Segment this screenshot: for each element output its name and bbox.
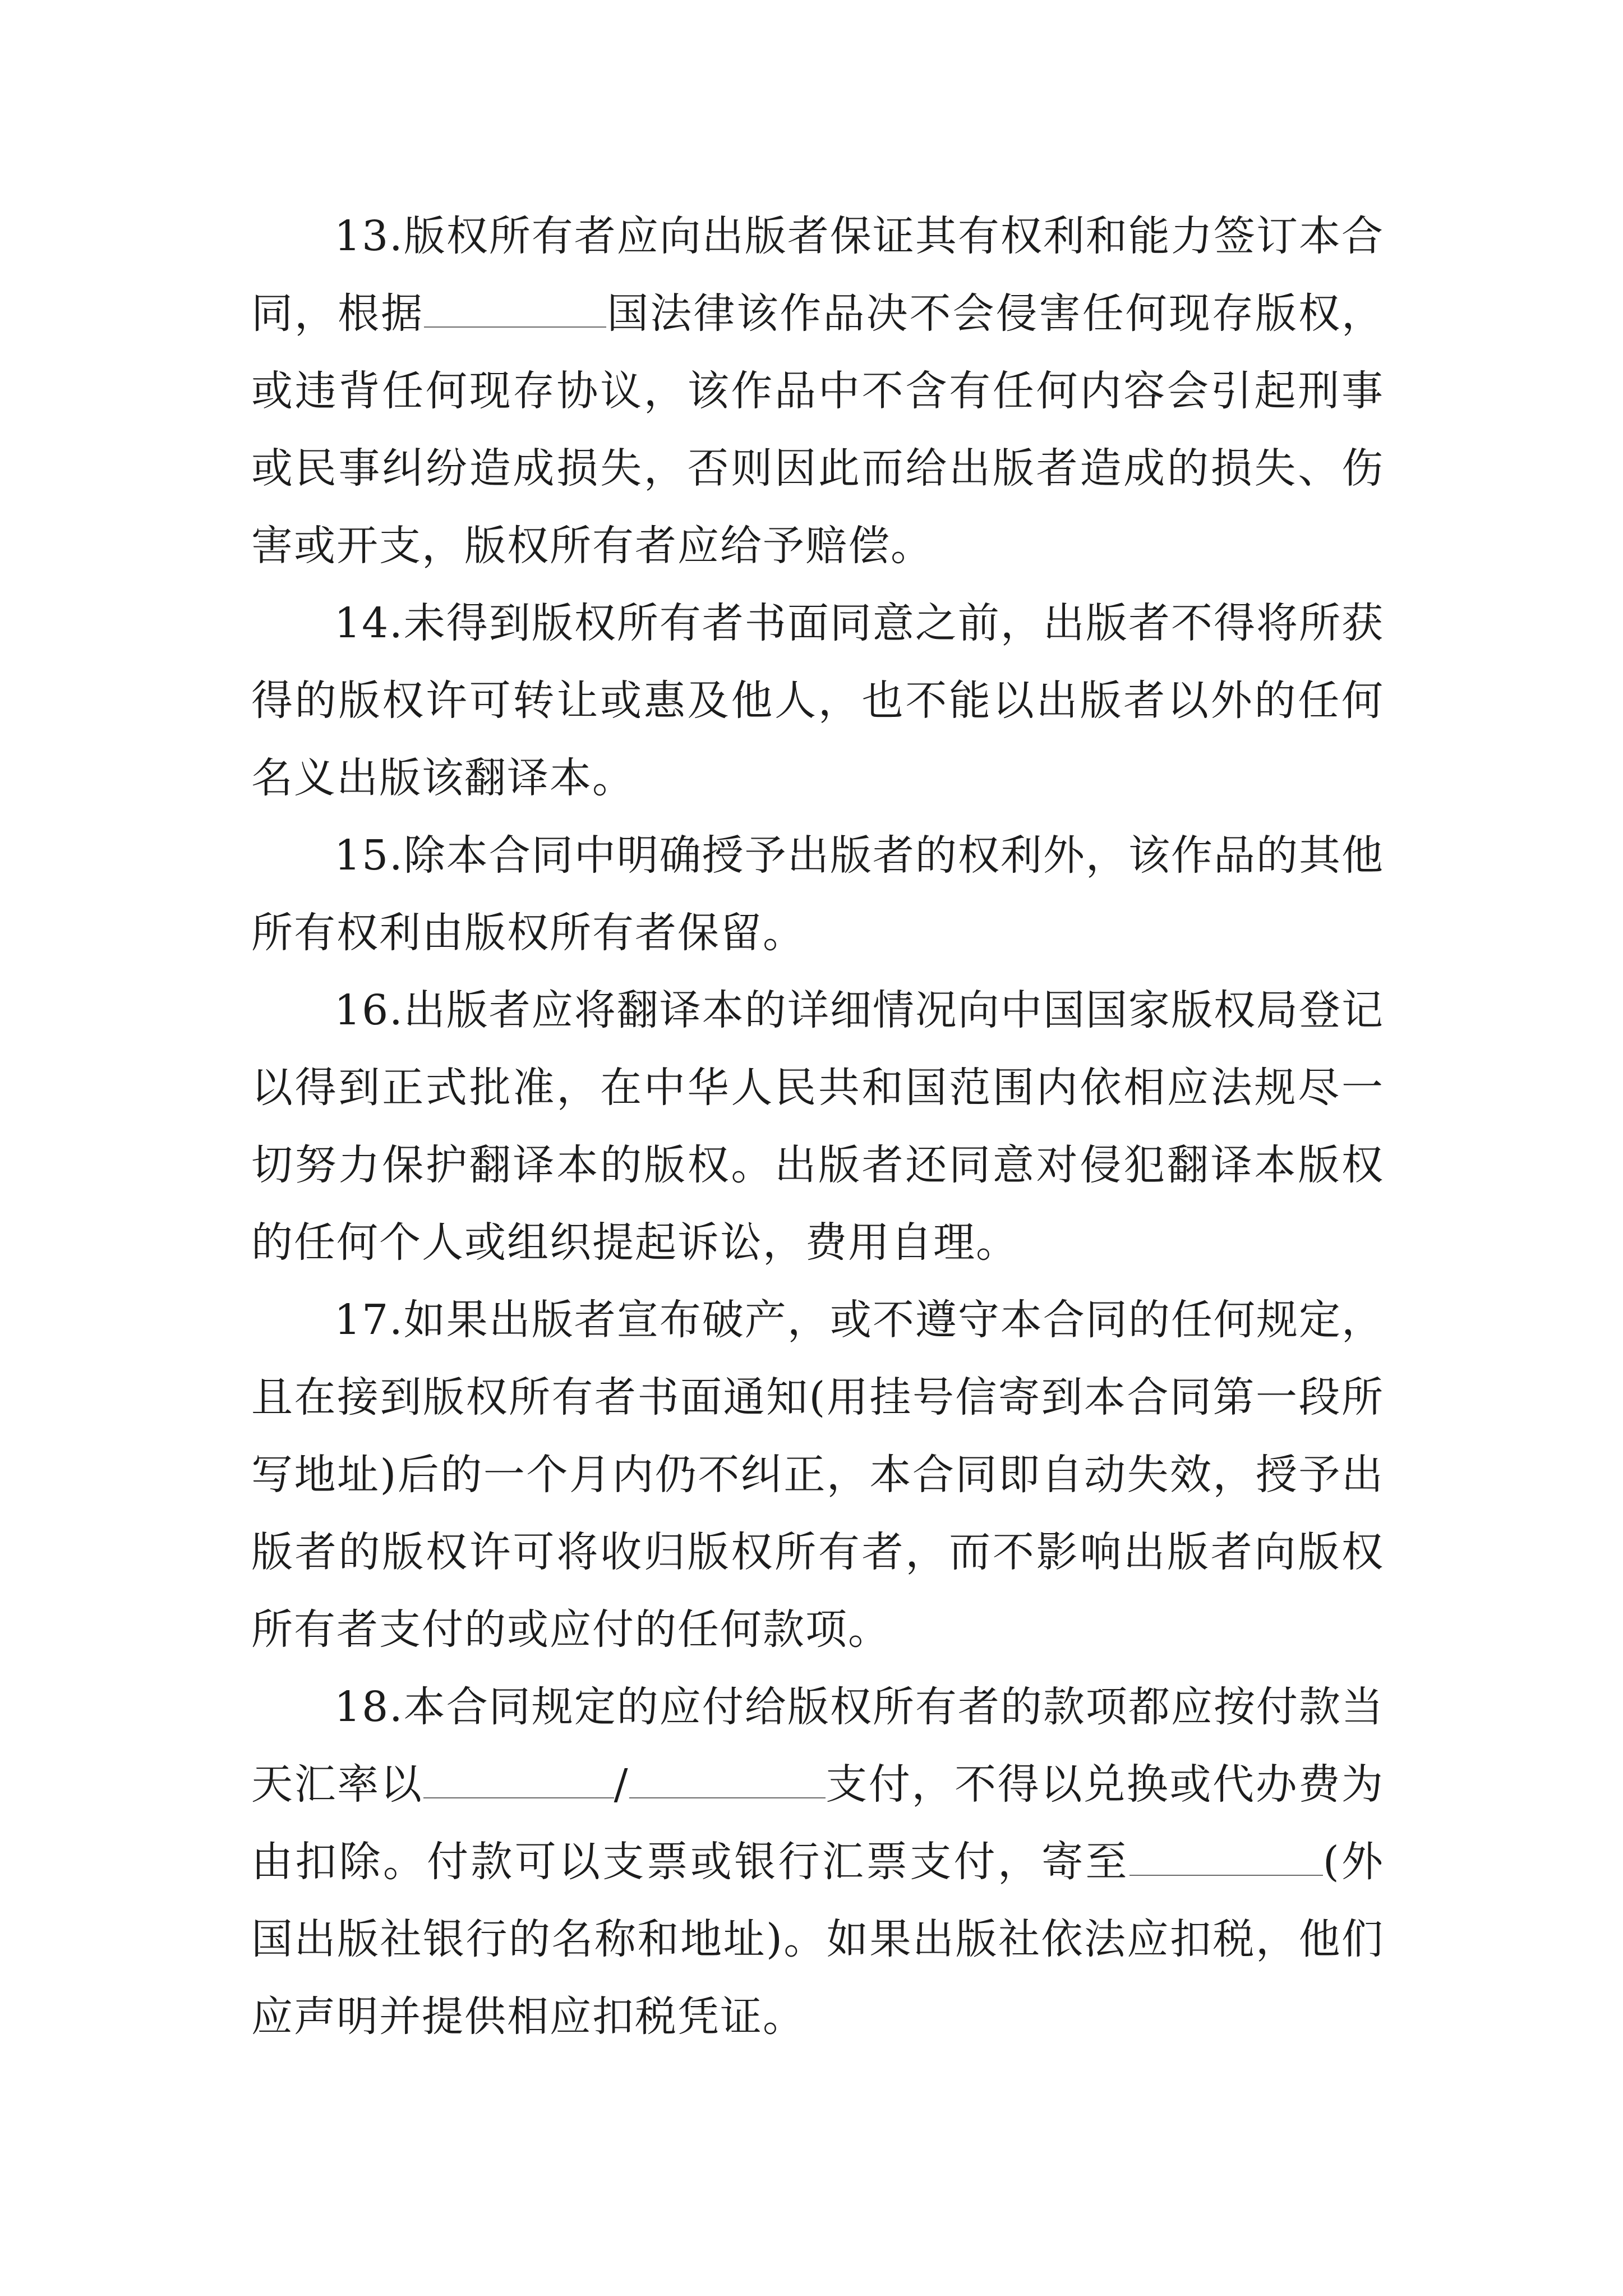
- clause-16: [251, 972, 1384, 1281]
- clause-16-text: 16.出版者应将翻译本的详细情况向中国国家版权局登记以得到正式批准，在中华人民共和国范围内依相应法规尽一切努力保护翻译本的版权。出版者还同意对侵犯翻译本版权的任何个人或组织提起诉讼，费用自理。: [251, 986, 1384, 1267]
- clause-15-text: 15.除本合同中明确授予出版者的权利外，该作品的其他所有权利由版权所有者保留。: [251, 831, 1384, 957]
- clause-13-text-2: 国法律该作品决不会侵害任何现存版权，或违背任何现存协议，该作品中不含有任何内容会引起刑事或民事纠纷造成损失，否则因此而给出版者造成的损失、伤害或开支，版权所有者应给予赔偿。: [251, 289, 1385, 570]
- clause-18: [251, 1668, 1384, 2055]
- clause-17-text: 17.如果出版者宣布破产，或不遵守本合同的任何规定，且在接到版权所有者书面通知(用挂号信寄到本合同第一段所写地址)后的一个月内仍不纠正，本合同即自动失效，授予出版者的版权许可将收归版权所有者，而不影响出版者向版权所有者支付的或应付的任何款项。: [251, 1296, 1384, 1654]
- country-blank: [424, 289, 606, 328]
- clause-15: [251, 817, 1384, 972]
- contract-body: [251, 197, 1384, 2055]
- currency-blank-1: [423, 1760, 614, 1798]
- currency-separator: /: [614, 1760, 629, 1809]
- clause-17: [251, 1281, 1384, 1668]
- clause-18-text-3: (外国出版社银行的名称和地址)。如果出版社依法应扣税，他们应声明并提供相应扣税凭证。: [251, 1838, 1385, 2041]
- clause-18-text-2: 支付，不得以兑换或代办费为由扣除。付款可以支票或银行汇票支付，寄至: [251, 1760, 1385, 1886]
- bank-address-blank: [1129, 1838, 1323, 1876]
- clause-14-text: 14.未得到版权所有者书面同意之前，出版者不得将所获得的版权许可转让或惠及他人，也不能以出版者以外的任何名义出版该翻译本。: [251, 599, 1384, 802]
- clause-18-text-1: 18.本合同规定的应付给版权所有者的款项都应按付款当天汇率以: [251, 1683, 1384, 1809]
- clause-13: [251, 197, 1384, 585]
- clause-14: [251, 585, 1384, 817]
- clause-13-text-1: 13.版权所有者应向出版者保证其有权利和能力签订本合同，根据: [251, 212, 1384, 338]
- currency-blank-2: [629, 1760, 826, 1798]
